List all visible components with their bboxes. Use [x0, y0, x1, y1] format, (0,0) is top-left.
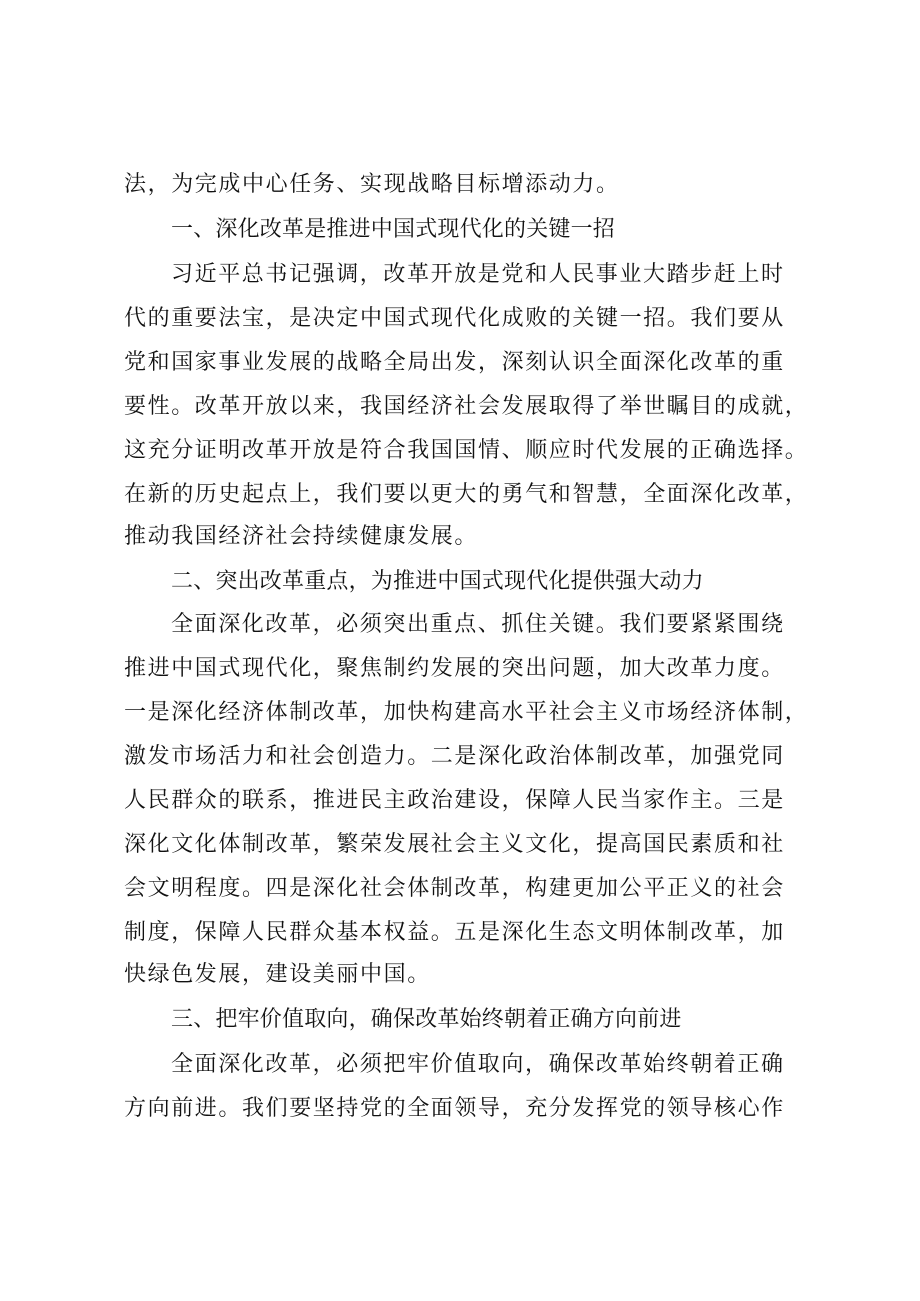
body-text-line: 推动我国经济社会持续健康发展。: [124, 524, 479, 549]
body-text-line: 在新的历史起点上，我们要以更大的勇气和智慧，全面深化改革，: [124, 482, 809, 507]
body-text-line: 推进中国式现代化，聚焦制约发展的突出问题，加大改革力度。: [124, 656, 785, 681]
body-text-line: 要性。改革开放以来，我国经济社会发展取得了举世瞩目的成就，: [124, 394, 809, 419]
body-text-line: 深化文化体制改革，繁荣发展社会主义文化，提高国民素质和社: [124, 832, 785, 857]
section-heading-2: 二、突出改革重点，为推进中国式现代化提供强大动力: [171, 569, 704, 594]
body-text-line: 党和国家事业发展的战略全局出发，深刻认识全面深化改革的重: [124, 350, 785, 375]
body-text-line: 全面深化改革，必须把牢价值取向，确保改革始终朝着正确: [171, 1052, 785, 1077]
body-text-line: 一是深化经济体制改革，加快构建高水平社会主义市场经济体制，: [124, 700, 809, 725]
body-text-line: 会文明程度。四是深化社会体制改革，构建更加公平正义的社会: [124, 876, 785, 901]
body-text-line: 这充分证明改革开放是符合我国国情、顺应时代发展的正确选择。: [124, 438, 809, 463]
body-text-line: 快绿色发展，建设美丽中国。: [124, 962, 431, 987]
body-text-line: 代的重要法宝，是决定中国式现代化成败的关键一招。我们要从: [124, 306, 785, 331]
body-text-line: 激发市场活力和社会创造力。二是深化政治体制改革，加强党同: [124, 744, 785, 769]
body-text-line: 全面深化改革，必须突出重点、抓住关键。我们要紧紧围绕: [171, 612, 785, 637]
body-text-line: 人民群众的联系，推进民主政治建设，保障人民当家作主。三是: [124, 788, 785, 813]
body-text-line: 法，为完成中心任务、实现战略目标增添动力。: [124, 172, 620, 197]
section-heading-1: 一、深化改革是推进中国式现代化的关键一招: [171, 217, 616, 242]
section-heading-3: 三、把牢价值取向，确保改革始终朝着正确方向前进: [171, 1007, 682, 1032]
body-text-line: 方向前进。我们要坚持党的全面领导，充分发挥党的领导核心作: [124, 1096, 785, 1121]
body-text-line: 习近平总书记强调，改革开放是党和人民事业大踏步赶上时: [171, 262, 785, 287]
body-text-line: 制度，保障人民群众基本权益。五是深化生态文明体制改革，加: [124, 920, 785, 945]
